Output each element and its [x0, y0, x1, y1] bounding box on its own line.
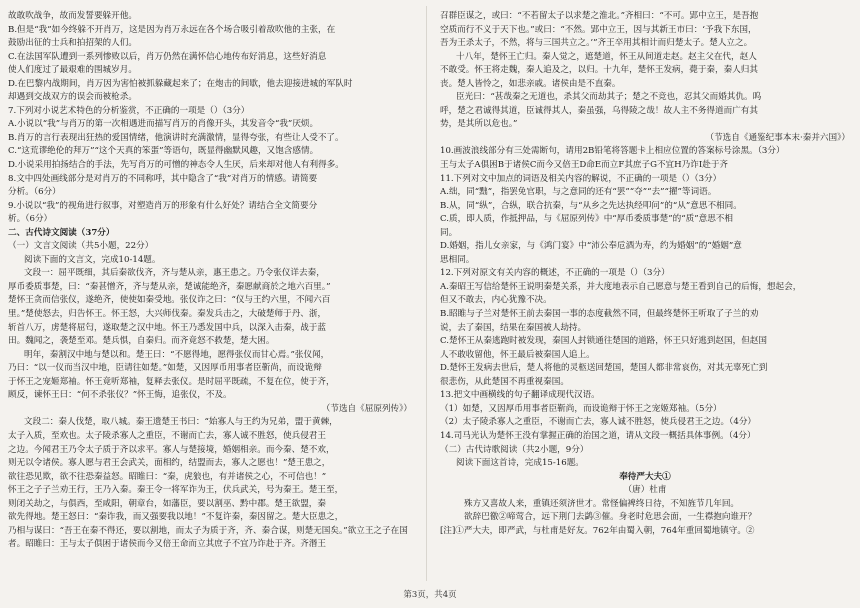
text-line: [注]①严大夫，即严武，与杜甫是好友。762年由蜀入朝，764年重回蜀地镇守。②	[440, 525, 755, 536]
text-line: （节选自《屈原列传》）	[321, 403, 412, 414]
right-column	[440, 10, 850, 538]
text-line: 但又不敢去，内心犹豫不决。	[440, 295, 552, 306]
text-line: B.从，同“纵”，合纵，联合抗秦，与“从乡之先达执经叩问”的“从”意思不相同。	[440, 200, 742, 211]
text-line: 很悲伤，从此楚国不再重视秦国。	[440, 376, 569, 387]
text-line: 却遇到交战双方的误会而被枪杀。	[8, 92, 137, 103]
text-line: 故敢吹战争，故而发誓要躲开他。	[8, 11, 137, 21]
text-line: 同。	[440, 227, 458, 238]
text-line: （节选自《通鉴纪事本末·秦并六国》）	[705, 132, 850, 143]
text-line: A.绌，同“黜”，指罢免官职，与之意同的还有“罢”“夺”“去”“擢”等词语。	[440, 187, 717, 198]
text-line: 说，去了秦国，结果在秦国被人劫持。	[440, 322, 587, 333]
text-line: 斩首八万，虏楚将屈匄，遂取楚之汉中地。怀王乃悉发国中兵，以深入击秦，战于蓝	[8, 322, 326, 333]
text-line: 里。”楚使怒去，归告怀王。怀王怒，大兴师伐秦。秦发兵击之，大破楚师于丹、浙，	[8, 309, 327, 320]
text-line: 厚币委质事楚，曰：“秦甚憎齐，齐与楚从亲，楚诚能绝齐，秦愿献商於之地六百里。”	[8, 281, 331, 292]
text-line: D.婚姻，指儿女亲家，与《鸿门宴》中“沛公奉卮酒为寿，约为婚姻”的“婚姻”意	[440, 241, 742, 252]
text-line: 吾为王杀太子，不然，将与三国共立之。’”齐王卒用其相计而归楚太子。楚人立之。	[440, 38, 753, 49]
column-divider	[426, 6, 427, 581]
text-line: 丧。楚人皆怜之，如悲亲戚。诸侯由是不直秦。	[440, 78, 621, 89]
text-line: 阅读下面这首诗，完成15-16题。	[456, 458, 584, 469]
text-line: D.在巴黎内战期间，肖万因为害怕被抓躲藏起来了；在炮击的间歇，他去迎接进城的军队时	[8, 78, 353, 89]
text-line: 欲往恐见欺，欲不往恐秦益怒。昭睢曰：“秦，虎狼也，有并诸侯之心，不可信也！”	[8, 471, 327, 482]
text-line: 于怀王之宠姬郑袖。怀王竟听郑袖，复释去张仪。是时屈平既疏，不复在位，使于齐，	[8, 376, 335, 387]
text-line: A.小说以“我”与肖万的第一次相遇进而描写肖万的肖像开头，其发音令“我”厌烦。	[8, 119, 319, 130]
text-line: 呼，楚之君诚得其道，臣诚得其人，秦虽强，乌得陵之哉！故人主不务得道而广有其	[440, 105, 758, 116]
text-line: 欲先得地。楚王怒曰：“秦诈我，而又强要我以地！”不复许秦，秦因留之。楚大臣患之，	[8, 512, 344, 523]
text-line: D.楚怀王发病去世后，楚人将他的灵柩送回楚国，楚国人都非常哀伤，对其无辜死亡到	[440, 363, 768, 374]
text-line: 十八年，楚怀王亡归。秦人觉之，遮楚道，怀王从间道走赵。赵主父在代，赵人	[456, 51, 757, 62]
text-line: B.但是“我”如今终躲不开肖万，这是因为肖万永远在各个场合吸引着敌吹他的主张，在	[8, 24, 336, 35]
text-line: B.肖万的言行表现出狂热的爱国情绪，他演讲时充满激情，显得夸张，有些让人受不了。	[8, 132, 344, 143]
text-line: C.楚怀王从秦逃跑时被发现，秦国人封锁通往楚国的道路，怀王只好逃到赵国，但赵国	[440, 336, 767, 347]
text-line: C.质，即人质，作抵押品，与《屈原列传》中“厚币委质事楚”的“质”意思不相	[440, 214, 733, 225]
text-line: 乃曰：“以一仪而当汉中地，臣请往如楚。”如楚，又因厚币用事者臣靳尚，而设诡辩	[8, 363, 322, 374]
left-column	[8, 10, 412, 552]
text-line: 7.下列对小说艺术特色的分析鉴赏，不正确的一项是（）（3分）	[8, 105, 250, 116]
text-line: 乃相与谋曰：“吾王在秦不得还，要以割地，而太子为质于齐，齐、秦合谋，则楚无国矣。”欲立王之子在国	[8, 525, 408, 536]
text-line: 14.司马光认为楚怀王没有掌握正确的治国之道，请从文段一概括具体事例。（4分）	[440, 430, 756, 441]
text-line: 11.下列对文中加点的词语及相关内容的解说，不正确的一项是（）（3分）	[440, 173, 722, 184]
text-line: 不敢受。怀王将走魏，秦人追及之，以归。十九年，楚怀王发病，薨于秦，秦人归其	[440, 65, 758, 76]
text-line: B.昭睢与子兰对楚怀王前去秦国一事的态度截然不同，但最终楚怀王听取了子兰的劝	[440, 309, 759, 320]
text-line: （1）如楚，又因厚币用事者臣靳尚，而设诡辩于怀王之宠姬郑袖。（5分）	[440, 403, 722, 414]
text-line: 10.画波浪线部分有三处需断句，请用2B铅笔将答题卡上相应位置的答案标号涂黑。（3分）	[440, 146, 785, 157]
text-line: 思相同。	[440, 254, 475, 265]
text-line: 太子入质，至欢也。太子陵杀寡人之重臣，不谢而亡去，寡人诚不胜怒，使兵侵君王	[8, 430, 326, 441]
text-line: 奉待严大夫①	[619, 471, 671, 482]
text-line: 9.小说以“我”的视角进行叙事，对塑造肖万的形象有什么好处？请结合全文简要分	[8, 200, 318, 211]
text-line: 欲辞巴徼②啼莺合，远下荆门去鹢③催。身老时危思会面，一生襟抱向谁开？	[464, 512, 757, 523]
text-line: 空质而行不义于天下也。”或曰：“不然。郢中立王，因与其新王市曰：‘予我下东国，	[440, 24, 757, 35]
text-line: 8.文中四处画线部分是对肖万的不同称呼，其中隐含了“我”对肖万的情感。请简要	[8, 173, 318, 184]
text-line: 析。（6分）	[8, 214, 53, 225]
text-line: 二、古代诗文阅读（37分）	[8, 227, 115, 238]
text-line: 之边。今闻君王乃令太子质于齐以求平。寡人与楚接境，婚姻相亲。而今秦、楚不欢，	[8, 444, 335, 455]
text-line: 臣光曰：“甚哉秦之无道也，杀其父而劫其子；楚之不竞也，忍其父而婚其仇。呜	[456, 92, 762, 103]
text-line: C.“这荒谬绝伦的拜万”“这个天真的笨蛋”等语句，既显得幽默风趣，又饱含感情。	[8, 146, 319, 157]
text-line: 文段一：屈平既细，其后秦欲伐齐，齐与楚从亲，惠王患之。乃令张仪详去秦，	[24, 268, 325, 279]
text-line: A.秦昭王写信给楚怀王说明秦楚关系，并大度地表示自己愿意与楚王看到自己的后悔，想起会，	[440, 281, 802, 292]
text-line: 阅读下面的文言文，完成10-14题。	[24, 254, 161, 265]
text-line: 则无以令诸侯。寡人愿与君王会武关，面相约，结盟而去，寡人之愿也！”楚王患之，	[8, 458, 331, 469]
text-line: 王与太子A俱困B于诸侯C而今又倍王D命E而立F其庶子G不宜H乃诈I赴于齐	[440, 160, 729, 171]
text-line: 怀王之子子兰劝王行，王乃入秦。秦王令一将军诈为王，伏兵武关，号为秦王。楚王至，	[8, 485, 344, 496]
page-number: 第3页，共4页	[403, 590, 457, 600]
text-line: 殊方又喜故人来，重镇还须济世才。常怪偏裨终日待，不知旌节几年回。	[464, 498, 740, 509]
text-line: C.在法国军队遭到一系列惨败以后，肖万仍然在满怀信心地传布好消息，这些好消息	[8, 51, 327, 62]
text-line: 明年，秦割汉中地与楚以和。楚王曰：“不愿得地，愿得张仪而甘心焉。”张仪闻，	[24, 349, 330, 360]
text-line: 使人们度过了最艰难的围城岁月。	[8, 65, 137, 76]
text-line: （一）文言文阅读（共5小题，22分）	[8, 241, 154, 252]
text-line: （唐）杜甫	[623, 485, 667, 496]
text-line: 者。昭睢曰：王与太子俱困于诸侯而今又倍王命而立其庶子不宜乃诈赴于齐。齐湣王	[8, 539, 326, 550]
text-line: 13.把文中画横线的句子翻译成现代汉语。	[440, 390, 600, 401]
text-line: 召群臣谋之，或曰：“不若留太子以求楚之淮北。”齐相曰：“不可。郢中立王，是吾抱	[440, 11, 759, 21]
text-line: （2）太子陵杀寡人之重臣，不谢而亡去，寡人诚不胜怒，使兵侵君王之边。（4分）	[440, 417, 757, 428]
text-line: 田。魏闻之，袭楚至邓。楚兵惧，自秦归。而齐竟怒不救楚，楚大困。	[8, 336, 275, 347]
text-line: 鼓励出征的士兵和拍招架的人们。	[8, 38, 137, 49]
text-line: 则闭关劫之，与俱西，至咸阳，朝章台，如藩臣，要以割巫、黔中郡。楚王欲盟，秦	[8, 498, 326, 509]
text-line: 文段二：秦人伐楚，取八城。秦王遗楚王书曰：“始寡人与王约为兄弟，盟于黄棘，	[24, 417, 338, 428]
text-line: D.小说采用拍扬结合的手法，先写肖万的可憎的神态令人生厌，后来却对他人有利得多。	[8, 160, 344, 171]
text-line: 分析。（6分）	[8, 187, 61, 198]
text-line: 人不敢收留他，怀王最后被秦国人追上。	[440, 349, 595, 360]
text-line: 势，是其所以危也。”	[440, 119, 518, 130]
text-line: 楚怀王贪而信张仪，遂绝齐，使使如秦受地。张仪诈之曰：“仪与王约六里，不闻六百	[8, 295, 331, 306]
text-line: 顾反，谏怀王曰：“何不杀张仪？”怀王悔，追张仪，不及。	[8, 390, 232, 401]
text-line: （二）古代诗歌阅读（共2小题，9分）	[440, 444, 589, 455]
text-line: 12.下列对原文有关内容的概述，不正确的一项是（）（3分）	[440, 268, 670, 279]
